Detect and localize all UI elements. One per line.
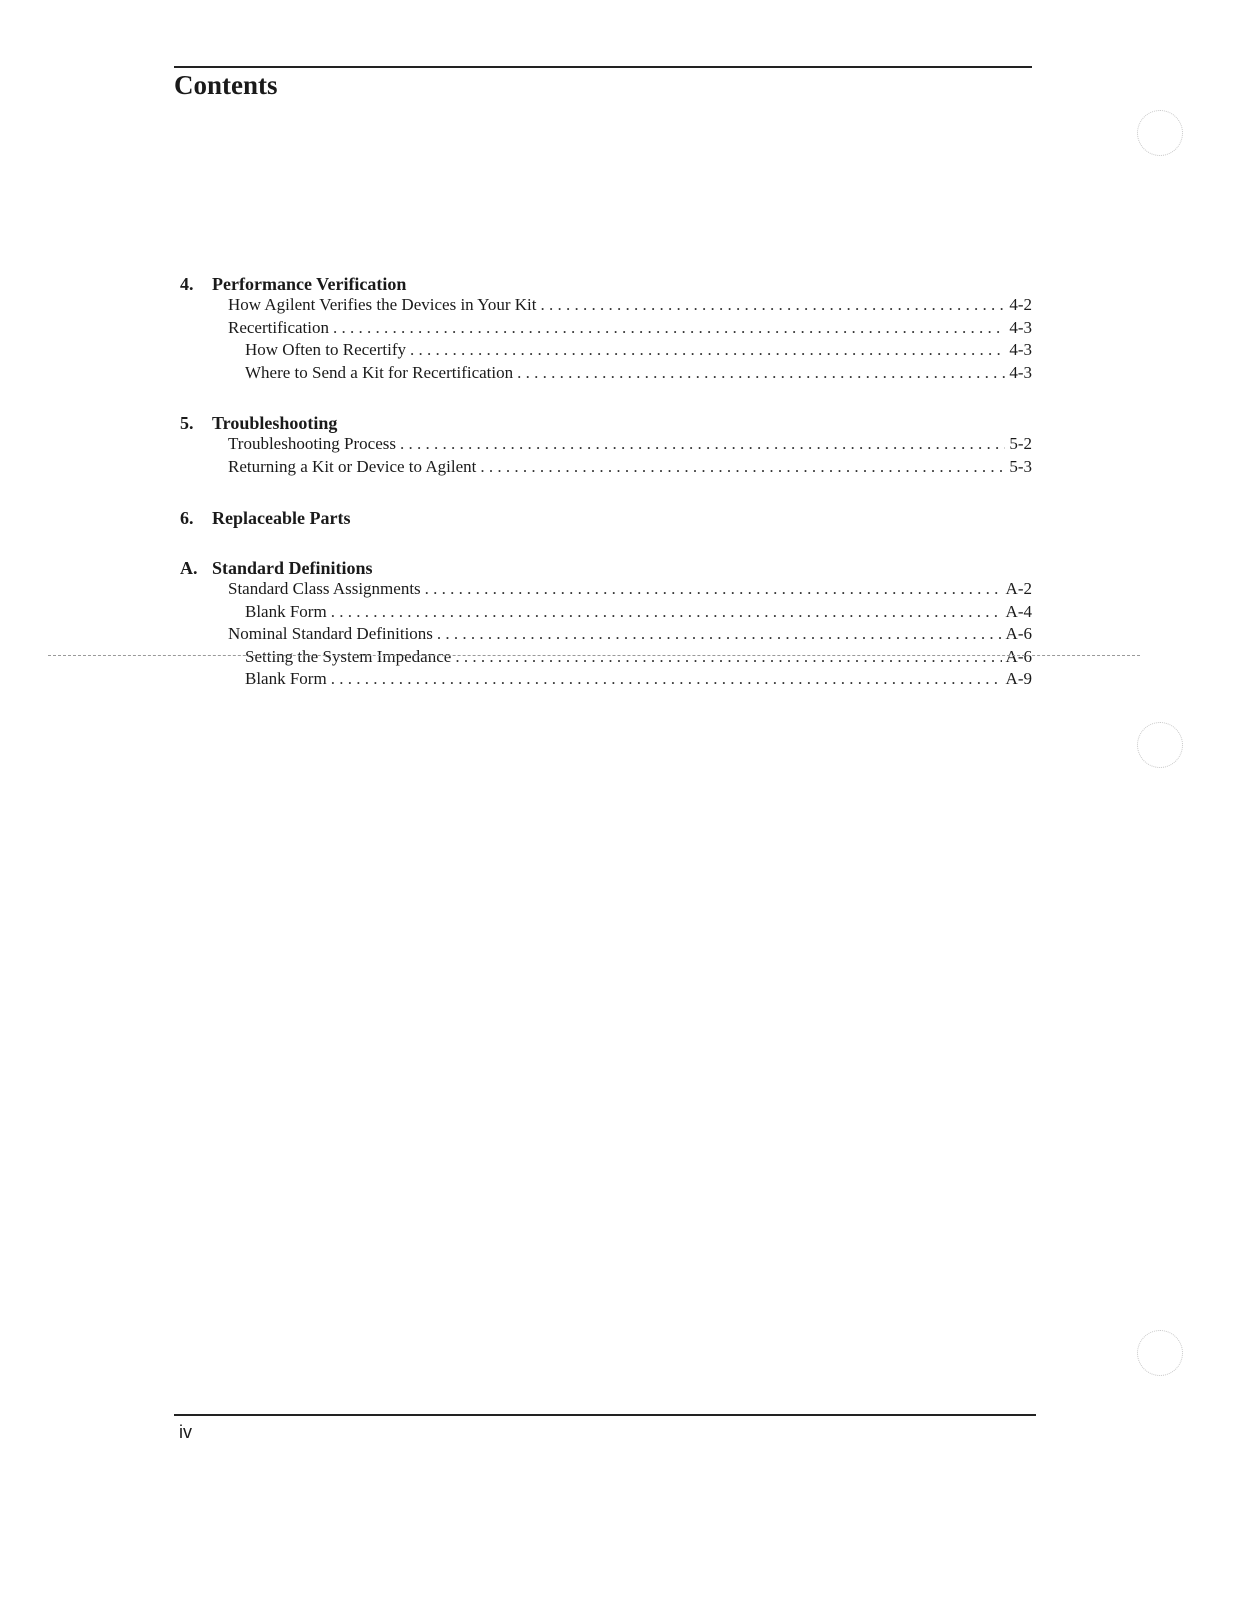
punch-hole: [1137, 1330, 1183, 1376]
toc-entry[interactable]: [180, 295, 1032, 318]
toc-section-6: [180, 507, 1032, 529]
toc-entry[interactable]: [180, 647, 1032, 670]
toc-entry-page: A-6: [1005, 624, 1032, 643]
section-number: 4.: [180, 273, 194, 294]
section-title: Replaceable Parts: [212, 507, 351, 528]
section-heading[interactable]: [180, 507, 1032, 529]
dot-leader: [437, 624, 1002, 644]
toc-entry-title: Nominal Standard Definitions: [228, 624, 433, 643]
page-number: iv: [179, 1422, 192, 1442]
toc-entry-page: 4-2: [1009, 295, 1032, 314]
section-number: 5.: [180, 412, 194, 433]
section-heading[interactable]: [180, 412, 1032, 434]
scan-artifact-line: [48, 655, 1140, 656]
page-title: Contents: [174, 70, 278, 100]
toc-entry[interactable]: [180, 602, 1032, 625]
dot-leader: [400, 434, 1005, 454]
dot-leader: [425, 579, 1002, 599]
toc-entry-title: How Often to Recertify: [245, 340, 406, 359]
dot-leader: [480, 457, 1005, 477]
punch-hole: [1137, 110, 1183, 156]
toc-entry[interactable]: [180, 457, 1032, 480]
section-title: Performance Verification: [212, 273, 407, 294]
toc-entry-title: Setting the System Impedance: [245, 646, 452, 666]
dot-leader: [331, 602, 1002, 622]
dot-leader: [410, 340, 1005, 360]
section-heading[interactable]: [180, 557, 1032, 579]
dot-leader: [541, 295, 1006, 315]
toc-entry[interactable]: [180, 318, 1032, 341]
toc-entry[interactable]: [180, 669, 1032, 692]
dot-leader: [331, 669, 1002, 689]
dot-leader: [333, 318, 1005, 338]
footer-rule: [174, 1414, 1036, 1416]
toc-entry-title: Blank Form: [245, 669, 327, 688]
toc-section-a: [180, 557, 1032, 692]
toc-entry-title: Troubleshooting Process: [228, 434, 396, 453]
toc-entry-page: 5-3: [1009, 456, 1032, 476]
toc-entry-page: A-2: [1005, 579, 1032, 598]
toc-entry[interactable]: [180, 579, 1032, 602]
section-title: Standard Definitions: [212, 557, 373, 578]
toc-entry-page: 4-3: [1009, 317, 1032, 337]
section-number: 6.: [180, 507, 194, 528]
dot-leader: [517, 363, 1005, 383]
header-rule: [174, 66, 1032, 68]
toc-entry-page: 4-3: [1009, 362, 1032, 382]
toc-entry-page: A-9: [1005, 669, 1032, 688]
toc-entry-title: Where to Send a Kit for Recertification: [245, 362, 514, 382]
toc-section-5: [180, 412, 1032, 479]
toc-section-4: [180, 273, 1032, 385]
toc-entry-title: Returning a Kit or Device to Agilent: [228, 456, 477, 476]
toc-entry-page: A-4: [1005, 601, 1032, 621]
toc-entry[interactable]: [180, 624, 1032, 647]
toc-entry-page: A-6: [1005, 646, 1032, 666]
punch-hole: [1137, 722, 1183, 768]
section-heading[interactable]: [180, 273, 1032, 295]
toc-entry-page: 4-3: [1009, 340, 1032, 359]
section-number: A.: [180, 557, 198, 578]
toc-entry-title: Standard Class Assignments: [228, 579, 421, 598]
toc-entry-title: How Agilent Verifies the Devices in Your Kit: [228, 295, 537, 314]
toc-entry-page: 5-2: [1009, 434, 1032, 453]
section-title: Troubleshooting: [212, 412, 338, 433]
toc-entry-title: Recertification: [228, 317, 330, 337]
toc-entry[interactable]: [180, 434, 1032, 457]
toc-entry[interactable]: [180, 363, 1032, 386]
dot-leader: [455, 647, 1001, 667]
toc-entry[interactable]: [180, 340, 1032, 363]
toc-entry-title: Blank Form: [245, 601, 327, 621]
